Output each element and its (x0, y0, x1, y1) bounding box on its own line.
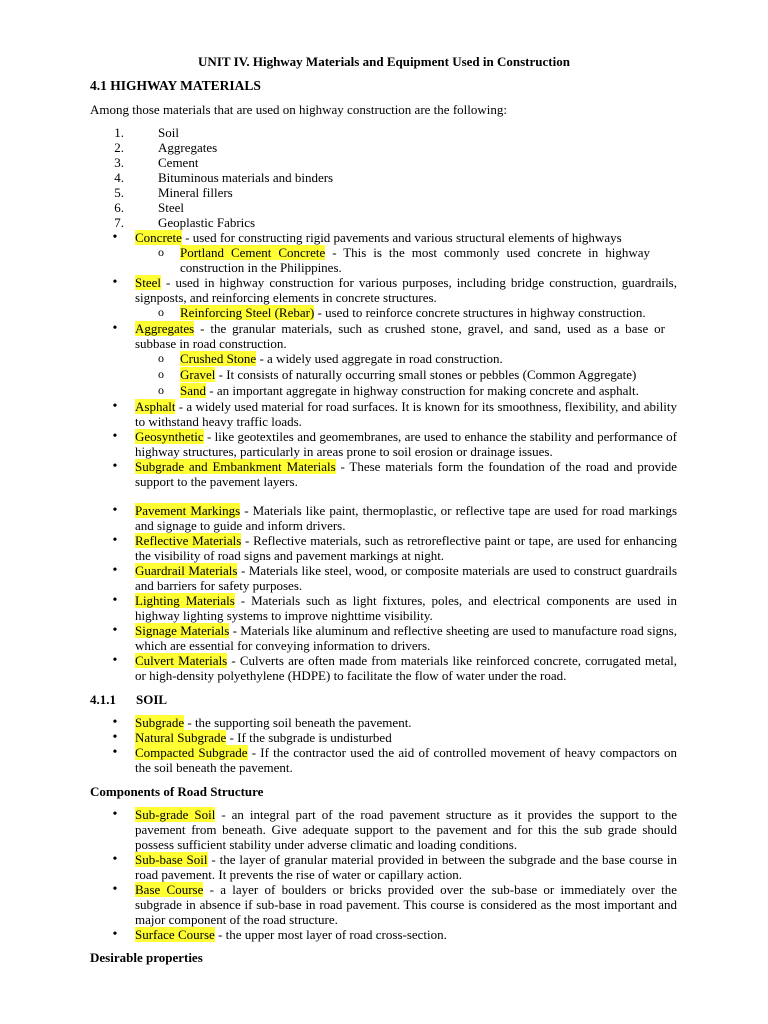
bullet-icon: • (112, 730, 118, 745)
section-heading-soil: SOIL (136, 692, 168, 707)
term-description: - Materials like paint, thermoplastic, or reflective tape are used for road markings and signage to guide and inform drivers. (135, 503, 677, 533)
term-description: - an integral part of the road pavement structure as it provides the support to the pavement from beneath. Give adequate support to the pavement and for this the sub grade should possess sufficient stability under adverse climatic and loading conditions. (135, 807, 677, 852)
term-description: - This is the most commonly used concrete in highway construction in the Philippines. (180, 245, 650, 275)
term-highlight: Crushed Stone (180, 351, 257, 366)
bullet-icon: • (112, 623, 118, 638)
sub-item-rebar (180, 305, 680, 320)
term-highlight: Reinforcing Steel (Rebar) (180, 305, 315, 320)
document-title: UNIT IV. Highway Materials and Equipment Used in Construction (198, 54, 570, 69)
term-description: - used for constructing rigid pavements and various structural elements of highways (181, 230, 622, 245)
term-highlight: Lighting Materials (135, 593, 235, 608)
list-number: 2. (114, 140, 124, 155)
section-number: 4.1.1 (90, 692, 116, 707)
list-item-signage-materials (135, 623, 677, 653)
section-heading-desirable-properties: Desirable properties (90, 950, 203, 965)
term-description: - the upper most layer of road cross-section. (214, 927, 447, 942)
term-description: - the layer of granular material provided in between the subgrade and the base course in road pavement. It prevents the rise of water or capillary action. (135, 852, 677, 882)
term-description: - a widely used aggregate in road construction. (256, 351, 503, 366)
circle-bullet-icon: o (158, 383, 164, 397)
list-item-steel (135, 275, 677, 305)
bullet-icon: • (112, 715, 118, 730)
term-highlight: Guardrail Materials (135, 563, 238, 578)
list-item-culvert-materials (135, 653, 677, 683)
term-description: - Materials such as light fixtures, poles, and electrical components are used in highway lighting systems to improve nighttime visibility. (135, 593, 677, 623)
list-item-subbase-soil (135, 852, 677, 882)
term-highlight: Base Course (135, 882, 204, 897)
term-description: - the supporting soil beneath the pavement. (184, 715, 412, 730)
term-highlight: Asphalt (135, 399, 176, 414)
bullet-icon: • (112, 882, 118, 897)
term-description: - These materials form the foundation of the road and provide support to the pavement layers. (135, 459, 678, 489)
term-highlight: Reflective Materials (135, 533, 242, 548)
list-item: Cement (158, 155, 199, 170)
list-item-compacted-subgrade (135, 745, 677, 775)
bullet-icon: • (112, 230, 118, 245)
list-item-subgrade (135, 715, 677, 730)
term-description: - Reflective materials, such as retroreflective paint or tape, are used for enhancing the visibility of road signs and pavement markings at night. (135, 533, 677, 563)
list-item-pavement-markings (135, 503, 677, 533)
bullet-icon: • (112, 459, 118, 474)
list-item-base-course (135, 882, 677, 927)
sub-item-crushed-stone (180, 351, 680, 366)
list-item-surface-course (135, 927, 677, 942)
term-highlight: Sand (180, 383, 206, 398)
bullet-icon: • (112, 653, 118, 668)
term-highlight: Signage Materials (135, 623, 230, 638)
bullet-icon: • (112, 807, 118, 822)
term-description: - Culverts are often made from materials like reinforced concrete, corrugated metal, or high-density polyethylene (HDPE) to facilitate the flow of water under the road. (135, 653, 677, 683)
bullet-icon: • (112, 533, 118, 548)
bullet-icon: • (112, 399, 118, 414)
term-description: - If the contractor used the aid of controlled movement of heavy compactors on the soil beneath the pavement. (135, 745, 677, 775)
list-item: Steel (158, 200, 184, 215)
term-description: - like geotextiles and geomembranes, are used to enhance the stability and performance of highway structures, particularly in areas prone to soil erosion or drainage issues. (135, 429, 677, 459)
list-number: 4. (114, 170, 124, 185)
list-number: 5. (114, 185, 124, 200)
term-highlight: Pavement Markings (135, 503, 241, 518)
term-highlight: Concrete (135, 230, 182, 245)
term-highlight: Portland Cement Concrete (180, 245, 326, 260)
list-item: Geoplastic Fabrics (158, 215, 256, 230)
list-item-subgrade-embankment (135, 459, 677, 489)
circle-bullet-icon: o (158, 245, 164, 259)
bullet-icon: • (112, 503, 118, 518)
bullet-icon: • (112, 745, 118, 760)
list-number: 1. (114, 125, 124, 140)
list-item: Soil (158, 125, 179, 140)
section-heading-highway-materials: 4.1 HIGHWAY MATERIALS (90, 78, 261, 93)
term-description: - It consists of naturally occurring small stones or pebbles (Common Aggregate) (215, 367, 637, 382)
intro-paragraph: Among those materials that are used on highway construction are the following: (90, 102, 507, 117)
sub-item-pcc (180, 245, 650, 275)
section-heading-components: Components of Road Structure (90, 784, 264, 799)
list-item: Aggregates (158, 140, 218, 155)
term-highlight: Sub-base Soil (135, 852, 208, 867)
sub-item-sand (180, 383, 680, 398)
list-item: Mineral fillers (158, 185, 233, 200)
list-item-lighting-materials (135, 593, 677, 623)
term-highlight: Subgrade and Embankment Materials (135, 459, 336, 474)
term-highlight: Steel (135, 275, 161, 290)
term-description: - used in highway construction for various purposes, including bridge construction, guardrails, signposts, and reinforcing elements in concrete structures. (135, 275, 677, 305)
term-description: - Materials like steel, wood, or composite materials are used to construct guardrails and barriers for safety purposes. (135, 563, 677, 593)
list-item-geosynthetic (135, 429, 677, 459)
term-highlight: Surface Course (135, 927, 215, 942)
term-highlight: Gravel (180, 367, 216, 382)
list-item-concrete (135, 230, 677, 245)
term-description: - the granular materials, such as crushed stone, gravel, and sand, used as a base or subbase in road construction. (135, 321, 665, 351)
list-number: 6. (114, 200, 124, 215)
term-highlight: Culvert Materials (135, 653, 228, 668)
bullet-icon: • (112, 321, 118, 336)
term-description: - a widely used material for road surfaces. It is known for its smoothness, flexibility, and ability to withstand heavy traffic loads. (135, 399, 677, 429)
list-item-subgrade-soil (135, 807, 677, 852)
list-number: 3. (114, 155, 124, 170)
bullet-icon: • (112, 275, 118, 290)
term-description: - used to reinforce concrete structures in highway construction. (314, 305, 646, 320)
list-number: 7. (114, 215, 124, 230)
list-item-reflective-materials (135, 533, 677, 563)
bullet-icon: • (112, 563, 118, 578)
bullet-icon: • (112, 429, 118, 444)
list-item-natural-subgrade (135, 730, 677, 745)
list-item: Bituminous materials and binders (158, 170, 334, 185)
term-highlight: Subgrade (135, 715, 185, 730)
term-description: - If the subgrade is undisturbed (226, 730, 392, 745)
term-highlight: Sub-grade Soil (135, 807, 216, 822)
bullet-icon: • (112, 927, 118, 942)
list-item-guardrail-materials (135, 563, 677, 593)
term-highlight: Geosynthetic (135, 429, 204, 444)
term-highlight: Aggregates (135, 321, 195, 336)
bullet-icon: • (112, 852, 118, 867)
bullet-icon: • (112, 593, 118, 608)
sub-item-gravel (180, 367, 680, 382)
list-item-asphalt (135, 399, 677, 429)
circle-bullet-icon: o (158, 351, 164, 365)
list-item-aggregates (135, 321, 665, 351)
circle-bullet-icon: o (158, 305, 164, 319)
term-highlight: Compacted Subgrade (135, 745, 248, 760)
term-description: - an important aggregate in highway construction for making concrete and asphalt. (206, 383, 639, 398)
term-highlight: Natural Subgrade (135, 730, 227, 745)
term-description: - a layer of boulders or bricks provided over the sub-base or immediately over the subgrade in absence if sub-base in road pavement. This course is considered as the most important and major component of the road structure. (135, 882, 677, 927)
circle-bullet-icon: o (158, 367, 164, 381)
term-description: - Materials like aluminum and reflective sheeting are used to manufacture road signs, which are essential for conveying information to drivers. (135, 623, 677, 653)
